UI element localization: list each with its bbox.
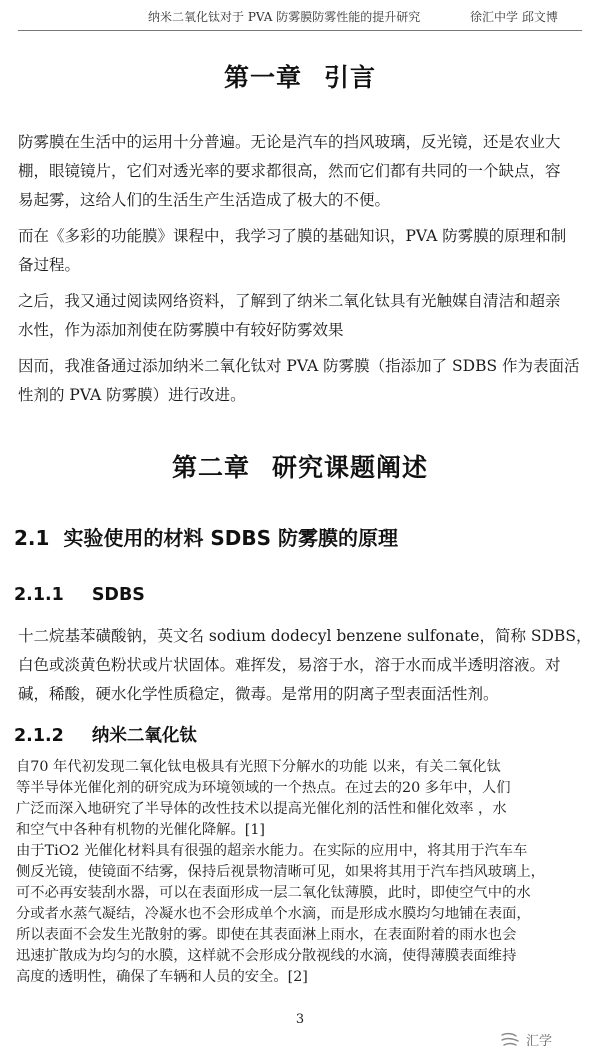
text-line: 因而，我准备通过添加纳米二氧化钛对 PVA 防雾膜（指添加了 SDBS 作为表面活 [18, 357, 580, 375]
text-line: 而在《多彩的功能膜》课程中，我学习了膜的基础知识，PVA 防雾膜的原理和制 [18, 227, 567, 245]
header-author: 徐汇中学 邱文博 [470, 10, 558, 24]
header-title: 纳米二氧化钛对于 PVA 防雾膜防雾性能的提升研究 [148, 10, 421, 24]
section-2-1-1-heading [14, 585, 145, 605]
intro-paragraph-2 [18, 222, 584, 280]
wechat-channel-icon [500, 1032, 520, 1048]
section-number: 2.1 [14, 526, 50, 550]
chapter-2-name: 研究课题阐述 [272, 453, 429, 482]
text-line: 广泛而深入地研究了半导体的改性技术以提高光催化剂的活性和催化效率 ，水 [16, 801, 507, 817]
text-line: 等半导体光催化剂的研究成为环境领域的一个热点。在过去的20 多年中，人们 [16, 780, 511, 796]
text-line: 易起雾，这给人们的生活生产生活造成了极大的不便。 [18, 191, 391, 209]
text-line: 防雾膜在生活中的运用十分普遍。无论是汽车的挡风玻璃，反光镜，还是农业大 [18, 133, 561, 151]
text-line: 性剂的 PVA 防雾膜）进行改进。 [18, 386, 246, 404]
text-line: 可不必再安装刮水器，可以在表面形成一层二氧化钛薄膜，此时，即使空气中的水 [16, 885, 531, 901]
section-title: SDBS [91, 585, 145, 605]
chapter-1-title [0, 58, 600, 94]
intro-paragraph-1 [18, 128, 584, 215]
header-rule [18, 30, 582, 31]
chapter-2-title [0, 448, 600, 484]
text-line: 迅速扩散成为均匀的水膜，这样就不会形成分散视线的水滴，使得薄膜表面维持 [16, 948, 517, 964]
page-number: 3 [295, 1012, 305, 1027]
text-line: 之后，我又通过阅读网络资料，了解到了纳米二氧化钛具有光触媒自清洁和超亲 [18, 292, 561, 310]
source-watermark [500, 1030, 552, 1049]
section-title: 纳米二氧化钛 [91, 726, 197, 746]
text-line: 和空气中各种有机物的光催化降解。[1] [16, 822, 265, 838]
text-line: 高度的透明性，确保了车辆和人员的安全。[2] [16, 969, 308, 985]
text-line: 分或者水蒸气凝结，冷凝水也不会形成单个水滴，而是形成水膜均匀地铺在表面， [16, 906, 531, 922]
running-header [0, 8, 600, 28]
text-line: 十二烷基苯磺酸钠，英文名 sodium dodecyl benzene sulfonate，简称 SDBS， [18, 627, 592, 645]
text-line: 由于TiO2 光催化材料具有很强的超亲水能力。在实际的应用中，将其用于汽车车 [16, 843, 528, 859]
text-line: 侧反光镜，使镜面不结雾，保持后视景物清晰可见，如果将其用于汽车挡风玻璃上， [16, 864, 545, 880]
text-line: 碱，稀酸，硬水化学性质稳定，微毒。是常用的阴离子型表面活性剂。 [18, 685, 499, 703]
text-line: 所以表面不会发生光散射的雾。即使在其表面淋上雨水，在表面附着的雨水也会 [16, 927, 517, 943]
section-number: 2.1.1 [14, 585, 64, 605]
text-line: 备过程。 [18, 256, 81, 274]
text-line: 棚，眼镜镜片，它们对透光率的要求都很高，然而它们都有共同的一个缺点，容 [18, 162, 561, 180]
text-line: 自70 年代初发现二氧化钛电极具有光照下分解水的功能 以来，有关二氧化钛 [16, 759, 501, 775]
section-2-1-2-heading [14, 722, 197, 747]
intro-paragraph-4 [18, 352, 584, 410]
sdbs-paragraph [18, 622, 592, 709]
chapter-1-name: 引言 [324, 63, 377, 92]
chapter-1-number: 第一章 [223, 63, 302, 92]
watermark-text: 汇学 [526, 1034, 553, 1049]
text-line: 水性，作为添加剂使在防雾膜中有较好防雾效果 [18, 321, 344, 339]
section-title: 实验使用的材料 SDBS 防雾膜的原理 [63, 526, 399, 550]
tio2-paragraph-1 [16, 757, 586, 841]
section-2-1-heading [14, 522, 398, 551]
section-number: 2.1.2 [14, 726, 64, 746]
text-line: 白色或淡黄色粉状或片状固体。难挥发，易溶于水，溶于水而成半透明溶液。对 [18, 656, 561, 674]
intro-paragraph-3 [18, 287, 584, 345]
tio2-paragraph-2 [16, 841, 586, 988]
chapter-2-number: 第二章 [171, 453, 250, 482]
